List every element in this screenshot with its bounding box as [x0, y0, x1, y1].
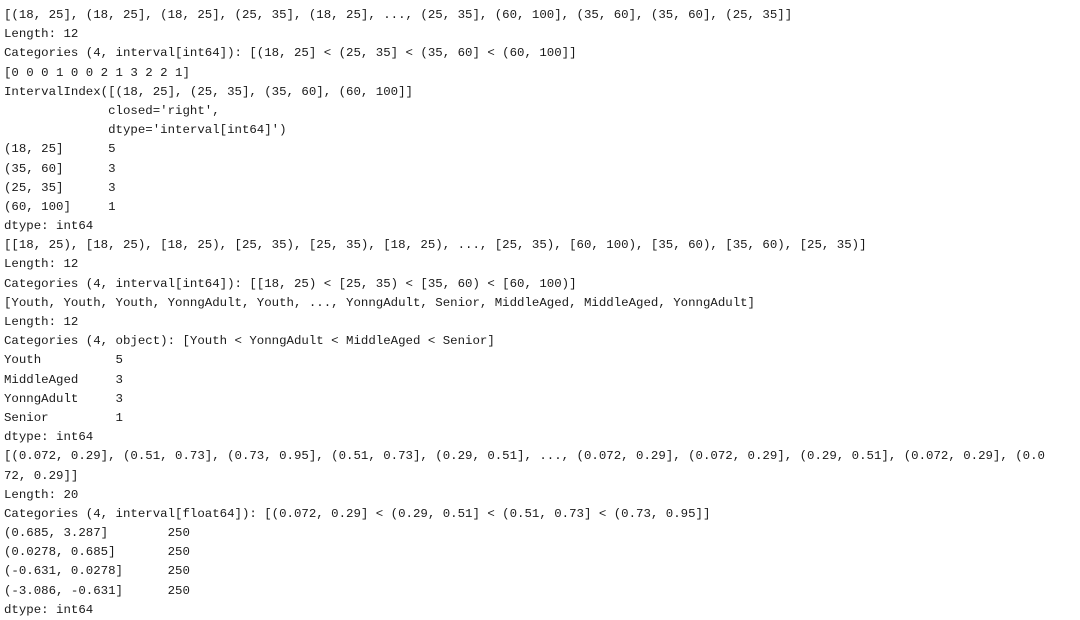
output-line: Youth 5 — [4, 353, 123, 368]
output-line: Categories (4, interval[int64]): [[18, 25) < [25, 35) < [35, 60) < [60, 100)] — [4, 276, 577, 291]
output-line: [[18, 25), [18, 25), [18, 25), [25, 35), [25, 35), [18, 25), ..., [25, 35), [60, 100), [35, 60), [35, 60), [25, 35)] — [4, 238, 867, 253]
output-line: closed='right', — [4, 103, 220, 118]
output-line: dtype: int64 — [4, 219, 94, 234]
output-line: MiddleAged 3 — [4, 372, 123, 387]
output-line: dtype: int64 — [4, 430, 94, 445]
output-line: [(0.072, 0.29], (0.51, 0.73], (0.73, 0.95], (0.51, 0.73], (0.29, 0.51], ..., (0.072, 0.29], (0.072, 0.29], (0.29, 0.51], (0.072, 0.29], (0.0 — [4, 449, 1045, 464]
output-line: [0 0 0 1 0 0 2 1 3 2 2 1] — [4, 65, 190, 80]
output-line: YonngAdult 3 — [4, 391, 123, 406]
output-line: (-0.631, 0.0278] 250 — [4, 564, 190, 579]
output-line: (0.0278, 0.685] 250 — [4, 545, 190, 560]
output-line: Categories (4, interval[float64]): [(0.072, 0.29] < (0.29, 0.51] < (0.51, 0.73] < (0.73, 0.95]] — [4, 506, 711, 521]
output-line: [Youth, Youth, Youth, YonngAdult, Youth, ..., YonngAdult, Senior, MiddleAged, MiddleAged, YonngAdult] — [4, 295, 755, 310]
output-line: 72, 0.29]] — [4, 468, 79, 483]
output-line: Categories (4, interval[int64]): [(18, 25] < (25, 35] < (35, 60] < (60, 100]] — [4, 46, 577, 61]
output-line: Length: 20 — [4, 487, 79, 502]
output-line: Categories (4, object): [Youth < YonngAdult < MiddleAged < Senior] — [4, 334, 495, 349]
output-line: (-3.086, -0.631] 250 — [4, 583, 190, 598]
output-line: dtype='interval[int64]') — [4, 123, 287, 138]
output-line: (0.685, 3.287] 250 — [4, 526, 190, 541]
output-line: (60, 100] 1 — [4, 199, 116, 214]
output-line: IntervalIndex([(18, 25], (25, 35], (35, 60], (60, 100]] — [4, 84, 413, 99]
output-line: [(18, 25], (18, 25], (18, 25], (25, 35], (18, 25], ..., (25, 35], (60, 100], (35, 60], (35, 60], (25, 35]] — [4, 8, 793, 22]
output-line: (35, 60] 3 — [4, 161, 116, 176]
output-line: Length: 12 — [4, 27, 79, 42]
output-line: (18, 25] 5 — [4, 142, 116, 157]
output-line: Length: 12 — [4, 315, 79, 329]
output-line: Senior 1 — [4, 410, 123, 425]
output-line: dtype: int64 — [4, 602, 94, 617]
output-line: (25, 35] 3 — [4, 180, 116, 195]
output-line: Length: 12 — [4, 257, 79, 272]
